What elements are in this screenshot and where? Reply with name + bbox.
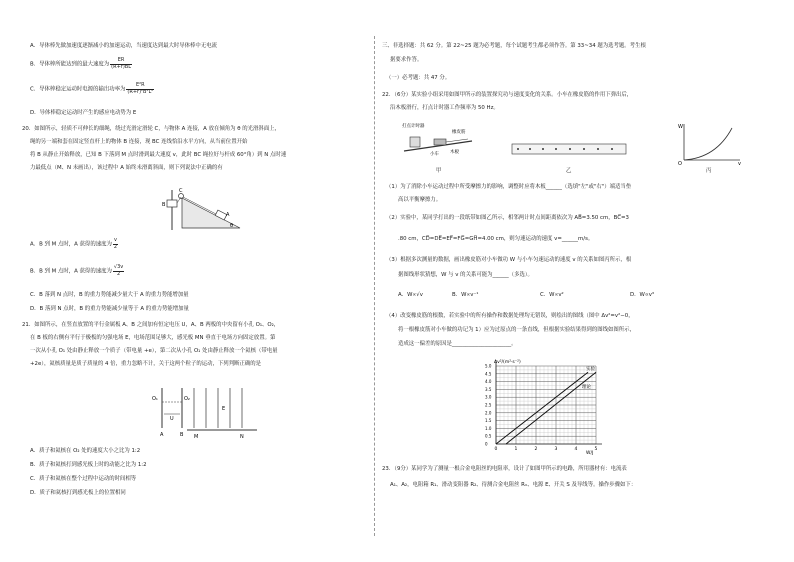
y-tick-label: 4.5 (485, 371, 492, 377)
q20-figure (150, 188, 250, 232)
q23-line-2: A₁、A₂，电阻箱 R₁、滑动变阻器 R₂、待测合金电阻丝 Rₓ、电源 E、开关 S 及导线等。操作步骤如下： (390, 482, 637, 488)
q20-line-2: 绳的另一端和套在固定竖直杆上的物体 B 连接，现 BC 连线恰沿水平方向，从当前位置开始 (30, 139, 248, 145)
label-b: B (162, 202, 166, 208)
fraction-numerator: E²R (126, 83, 154, 90)
q22-p3-option-b: B．W∝v⁻¹ (452, 292, 479, 298)
q23-line-1: 23．（9分）某同学为了测量一根合金电阻丝的电阻率，设计了如图甲所示的电路，所用器材有：电流表 (382, 466, 627, 472)
q19-option-b-fraction (110, 58, 132, 70)
q22-p2-line-1: （2）实验中，某同学打出的一段纸带如图乙所示，相邻两计时点间距离依次为 AB̅=3.50 cm，BC̅=3 (386, 215, 629, 221)
x-tick-label: 2 (534, 447, 538, 452)
x-tick-label: 1 (514, 447, 518, 452)
label-o1: O₁ (152, 396, 158, 402)
graph-label-theory: 理论 (582, 385, 591, 391)
label-theta: θ (230, 223, 234, 229)
section-title: 三、非选择题：共 62 分。第 22~25 题为必考题，每个试题考生都必须作答。第 33~34 题为选考题。考生根 (382, 43, 646, 49)
q19-option-c-text: C．导体棒稳定运动时电源的输出功率为 (30, 86, 126, 93)
label-board: 木板 (450, 150, 459, 155)
label-e: E (222, 406, 226, 412)
y-tick-label: 2.0 (485, 410, 492, 416)
q20-option-b (30, 265, 125, 277)
label-v: v (738, 161, 741, 166)
q20-line-1: 20．如图所示，轻质不可伸长的细绳，绕过光滑定滑轮 C，与物体 A 连接，A 放在倾角为 θ 的光滑斜面上， (22, 126, 280, 132)
fraction-denominator: 2 (116, 270, 121, 277)
q22-p4-line-1: （4）改变橡皮筋的根数，若实验中的所有操作和数据处理均无错误，则绘出的图线（图中 Δv²=v²−0， (386, 313, 634, 319)
q22-p1-line-1: （1）为了消除小车运动过程中所受摩擦力的影响，调整时应将木板______（选填"左"或"右"）端适当垫 (386, 184, 632, 190)
required-heading: （一）必考题：共 47 分。 (386, 75, 451, 81)
fraction-numerator: ER (110, 58, 132, 65)
label-u: U (170, 416, 174, 422)
car (434, 139, 446, 145)
label-w: W (678, 124, 683, 130)
q21-figure (132, 380, 262, 440)
q22-graph (480, 356, 610, 456)
fraction-denominator: 2 (113, 243, 118, 250)
q21-line-4: +2e），氦核质量是质子质量的 4 倍，重力忽略不计，关于这两个粒子的运动，下列判断正确的是 (30, 361, 262, 367)
q19-option-c-fraction (126, 83, 154, 95)
block-b (167, 200, 177, 207)
figure-jia (400, 117, 480, 167)
figure-yi-tape (510, 140, 628, 160)
q22-p1-line-2: 高以平衡摩擦力。 (398, 197, 442, 203)
curve (684, 128, 732, 160)
graph-ylabel: Δv²/(m²·s⁻²) (494, 360, 521, 365)
y-tick-label: 5.0 (485, 363, 492, 369)
y-tick-label: 0.5 (485, 433, 492, 439)
label-band: 橡皮筋 (452, 130, 466, 135)
q22-p3-line-2: 据图线形状猜想，W 与 v 的关系可能为______（多选）。 (398, 272, 533, 278)
field-lines (194, 388, 242, 428)
q20-option-b-fraction (113, 265, 124, 277)
q21-line-2: 在 B 板的右侧有平行于极板的匀强电场 E，电场范围足够大，感光板 MN 垂直于电场方向固定放置。第 (30, 335, 276, 341)
q22-p3-option-a: A．W∝√v (398, 292, 423, 298)
left-column (0, 0, 372, 562)
q21-option-d: D．质子和氦核打到感光板上的位置相同 (30, 490, 126, 496)
q20-option-c: C．B 落到 N 点时，B 的重力势能减少量大于 A 的重力势能增加量 (30, 292, 189, 298)
caption-bing: 丙 (706, 168, 712, 174)
q20-option-a-text: A．B 到 M 点时，A 获得的速度为 (30, 241, 112, 248)
q21-option-b: B．质子和氦核打到感光板上时的动能之比为 1:2 (30, 462, 147, 468)
fraction-numerator: v (114, 237, 117, 243)
q22-p3-option-c: C．W∝v² (540, 292, 564, 298)
q19-option-b (30, 58, 133, 70)
q22-p4-line-3: 造成这一偏差的原因是______________________。 (398, 341, 517, 347)
q21-option-a: A．质子和氦核在 O₂ 处的速度大小之比为 1:2 (30, 448, 141, 454)
caption-jia: 甲 (436, 168, 442, 174)
q19-option-b-text: B．导体棒所能达到的最大速度为 (30, 61, 110, 68)
q20-line-4: 力最低点（M、N 未画出），该过程中 A 始终未滑离斜面，则下列说法中正确的有 (30, 165, 223, 171)
x-tick-label: 5 (594, 447, 598, 452)
q19-option-d: D．导体棒稳定运动时产生的感应电动势为 E (30, 110, 137, 116)
figure-bing (676, 120, 746, 166)
q22-line-1: 22．（6分）某实验小组采用如图甲所示的装置探究功与速度变化的关系。小车在橡皮筋的作用下弹出后， (382, 92, 633, 98)
q20-option-b-text: B．B 到 M 点时，A 获得的速度为 (30, 268, 112, 275)
series-line-theory (496, 372, 588, 444)
q21-option-c: C．质子和氦核在整个过程中运动的时间相等 (30, 476, 137, 482)
fraction-denominator: (R+r)²B²L² (127, 88, 154, 95)
y-tick-label: 3.5 (485, 386, 492, 392)
x-tick-label: 3 (554, 447, 558, 452)
label-timer: 打点计时器 (402, 124, 425, 129)
q20-option-a-fraction (113, 238, 118, 250)
label-car: 小车 (430, 152, 439, 157)
q22-p3-line-1: （3）根据多次测量的数据，画出橡皮筋对小车做功 W 与小车匀速运动的速度 v 的关系如图丙所示，根 (386, 257, 632, 263)
q22-p2-line-2: .80 cm，CD̅=DE̅=EF̅=FG̅=GH̅=4.00 cm，则匀速运动的速度 v=______m/s。 (398, 236, 594, 242)
caption-yi: 乙 (566, 168, 572, 174)
label-a: A (226, 212, 230, 218)
graph-label-experiment: 实验 (586, 367, 595, 373)
graph-lines (496, 372, 596, 444)
y-tick-label: 1.0 (485, 425, 492, 431)
q21-line-1: 21．如图所示，在竖直放置的平行金属板 A、B 之间加有恒定电压 U，A、B 两板的中央留有小孔 O₁、O₂， (22, 322, 280, 328)
timer (410, 137, 420, 147)
y-tick-label: 0 (485, 441, 488, 447)
y-tick-label: 4.0 (485, 379, 492, 385)
fraction-denominator: (R+r)BL (111, 63, 132, 70)
fraction-numerator: √3v (113, 264, 124, 270)
q22-p3-option-d: D．W∝v³ (630, 292, 655, 298)
label-c: C (179, 188, 183, 194)
q20-option-d: D．B 落到 N 点时，B 的重力势能减少量等于 A 的重力势能增加量 (30, 306, 189, 312)
y-tick-label: 3.0 (485, 394, 492, 400)
column-divider (374, 36, 375, 536)
label-o: O (678, 161, 682, 166)
q22-line-2: 沿木板滑行，打点计时器工作频率为 50 Hz。 (390, 105, 499, 111)
pulley-c (179, 194, 184, 199)
q21-line-3: 一次从小孔 O₁ 处由静止释放一个质子（带电量 +e），第二次从小孔 O₁ 处由静止释放一个氦核（带电量 (30, 348, 278, 354)
q22-p4-line-2: 将一根橡皮筋对小车做的功记为 1）应为过原点的一条直线，但根据实验结果得到的图线如图所示， (398, 327, 635, 333)
label-m: M (194, 434, 199, 440)
q20-line-3: 将 B 从静止开始释放，已知 B 下落到 M 点时滑到最大速度 v，此时 BC 绳拉好与杆成 60°角）到 N 点时速 (30, 152, 287, 158)
label-b: B (180, 432, 184, 438)
y-tick-label: 1.5 (485, 418, 492, 424)
right-column (380, 0, 794, 562)
section-title-2: 据要求作答。 (390, 57, 423, 63)
label-a: A (160, 432, 164, 438)
graph-xlabel: W/J (586, 451, 594, 456)
label-n: N (240, 434, 244, 440)
q19-option-c (30, 83, 155, 95)
label-o2: O₂ (184, 396, 190, 402)
series-line-experiment (506, 372, 596, 444)
x-tick-label: 0 (494, 447, 498, 452)
q20-option-a (30, 238, 119, 250)
x-tick-label: 4 (574, 447, 578, 452)
q19-option-a: A．导体棒先做加速度逐渐减小的加速运动，当速度达到最大时导体棒中无电流 (30, 43, 217, 49)
y-tick-label: 2.5 (485, 402, 492, 408)
graph-ticks (485, 364, 598, 453)
